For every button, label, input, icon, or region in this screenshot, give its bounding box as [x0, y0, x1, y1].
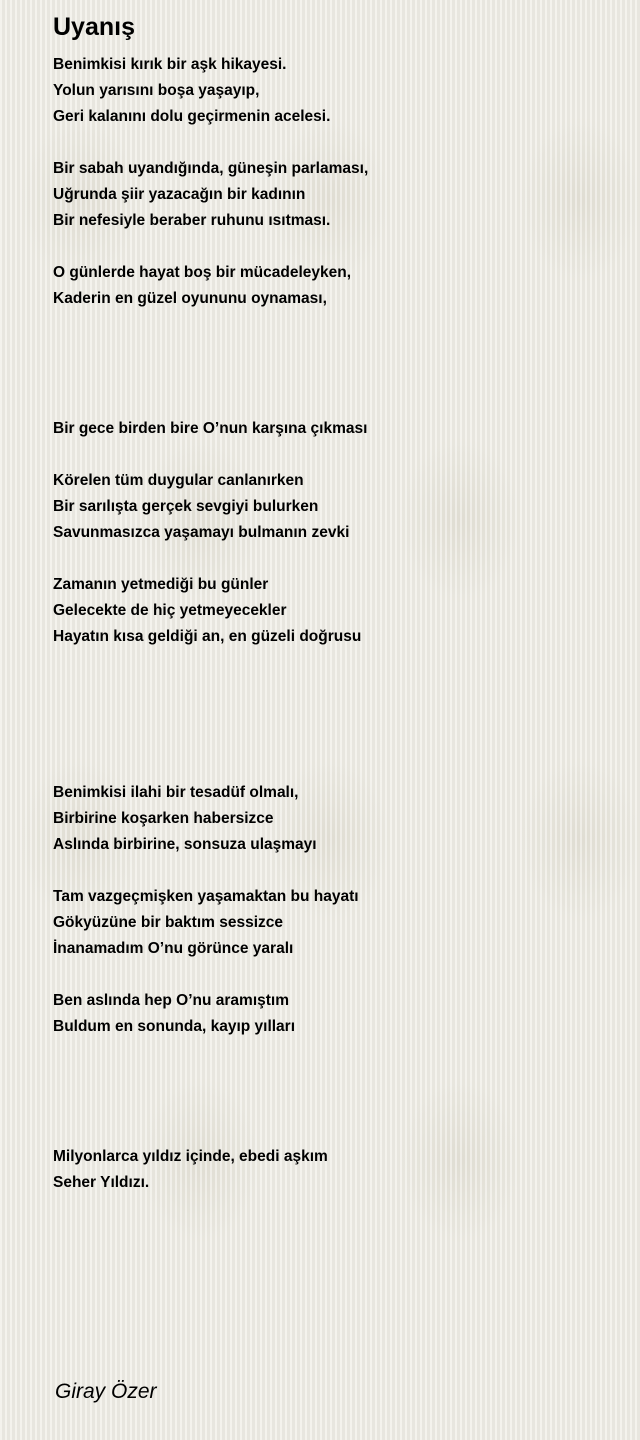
poem-line: İnanamadım O’nu görünce yaralı: [53, 940, 294, 957]
poem-blank-line: [53, 312, 613, 338]
poem-blank-line: [53, 390, 613, 416]
poem-blank-line: [53, 364, 613, 390]
poem-line: Birbirine koşarken habersizce: [53, 810, 274, 827]
poem-blank-line: [53, 754, 613, 780]
poem-line: Bir sabah uyandığında, güneşin parlaması,: [53, 160, 369, 177]
poem-line: Gökyüzüne bir baktım sessizce: [53, 914, 284, 931]
poem-blank-line: [53, 650, 613, 676]
poem-line: Gelecekte de hiç yetmeyecekler: [53, 602, 287, 619]
poem-line: Hayatın kısa geldiği an, en güzeli doğrusu: [53, 628, 362, 645]
poem-blank-line: [53, 858, 613, 884]
poem-blank-line: [53, 676, 613, 702]
poem-blank-line: [53, 546, 613, 572]
poem-line: Zamanın yetmediği bu günler: [53, 576, 269, 593]
poem-blank-line: [53, 728, 613, 754]
poem-blank-line: [53, 234, 613, 260]
poem-blank-line: [53, 702, 613, 728]
poem-blank-line: [53, 130, 613, 156]
poem-line: Tam vazgeçmişken yaşamaktan bu hayatı: [53, 888, 359, 905]
poem-blank-line: [53, 962, 613, 988]
poem-line: Buldum en sonunda, kayıp yılları: [53, 1018, 296, 1035]
poem-line: Milyonlarca yıldız içinde, ebedi aşkım: [53, 1148, 328, 1165]
poem-title: Uyanış: [53, 13, 135, 41]
poem-line: Bir sarılışta gerçek sevgiyi bulurken: [53, 498, 319, 515]
poem-line: Uğrunda şiir yazacağın bir kadının: [53, 186, 306, 203]
poem-blank-line: [53, 1066, 613, 1092]
poem-line: Benimkisi ilahi bir tesadüf olmalı,: [53, 784, 299, 801]
poem-line: Benimkisi kırık bir aşk hikayesi.: [53, 56, 287, 73]
poem-line: Körelen tüm duygular canlanırken: [53, 472, 304, 489]
poem-line: Kaderin en güzel oyununu oynaması,: [53, 290, 327, 307]
poem-author: Giray Özer: [55, 1380, 157, 1403]
poem-line: Bir gece birden bire O’nun karşına çıkması: [53, 420, 368, 437]
poem-line: O günlerde hayat boş bir mücadeleyken,: [53, 264, 352, 281]
poem-blank-line: [53, 442, 613, 468]
poem-line: Aslında birbirine, sonsuza ulaşmayı: [53, 836, 317, 853]
poem-line: Ben aslında hep O’nu aramıştım: [53, 992, 290, 1009]
poem-line: Savunmasızca yaşamayı bulmanın zevki: [53, 524, 350, 541]
poem-line: Seher Yıldızı.: [53, 1174, 150, 1191]
poem-blank-line: [53, 1092, 613, 1118]
poem-body: [53, 52, 613, 1196]
poem-blank-line: [53, 1118, 613, 1144]
poem-line: Geri kalanını dolu geçirmenin acelesi.: [53, 108, 331, 125]
poem-line: Bir nefesiyle beraber ruhunu ısıtması.: [53, 212, 331, 229]
poem-line: Yolun yarısını boşa yaşayıp,: [53, 82, 260, 99]
poem-blank-line: [53, 1040, 613, 1066]
poem-blank-line: [53, 338, 613, 364]
